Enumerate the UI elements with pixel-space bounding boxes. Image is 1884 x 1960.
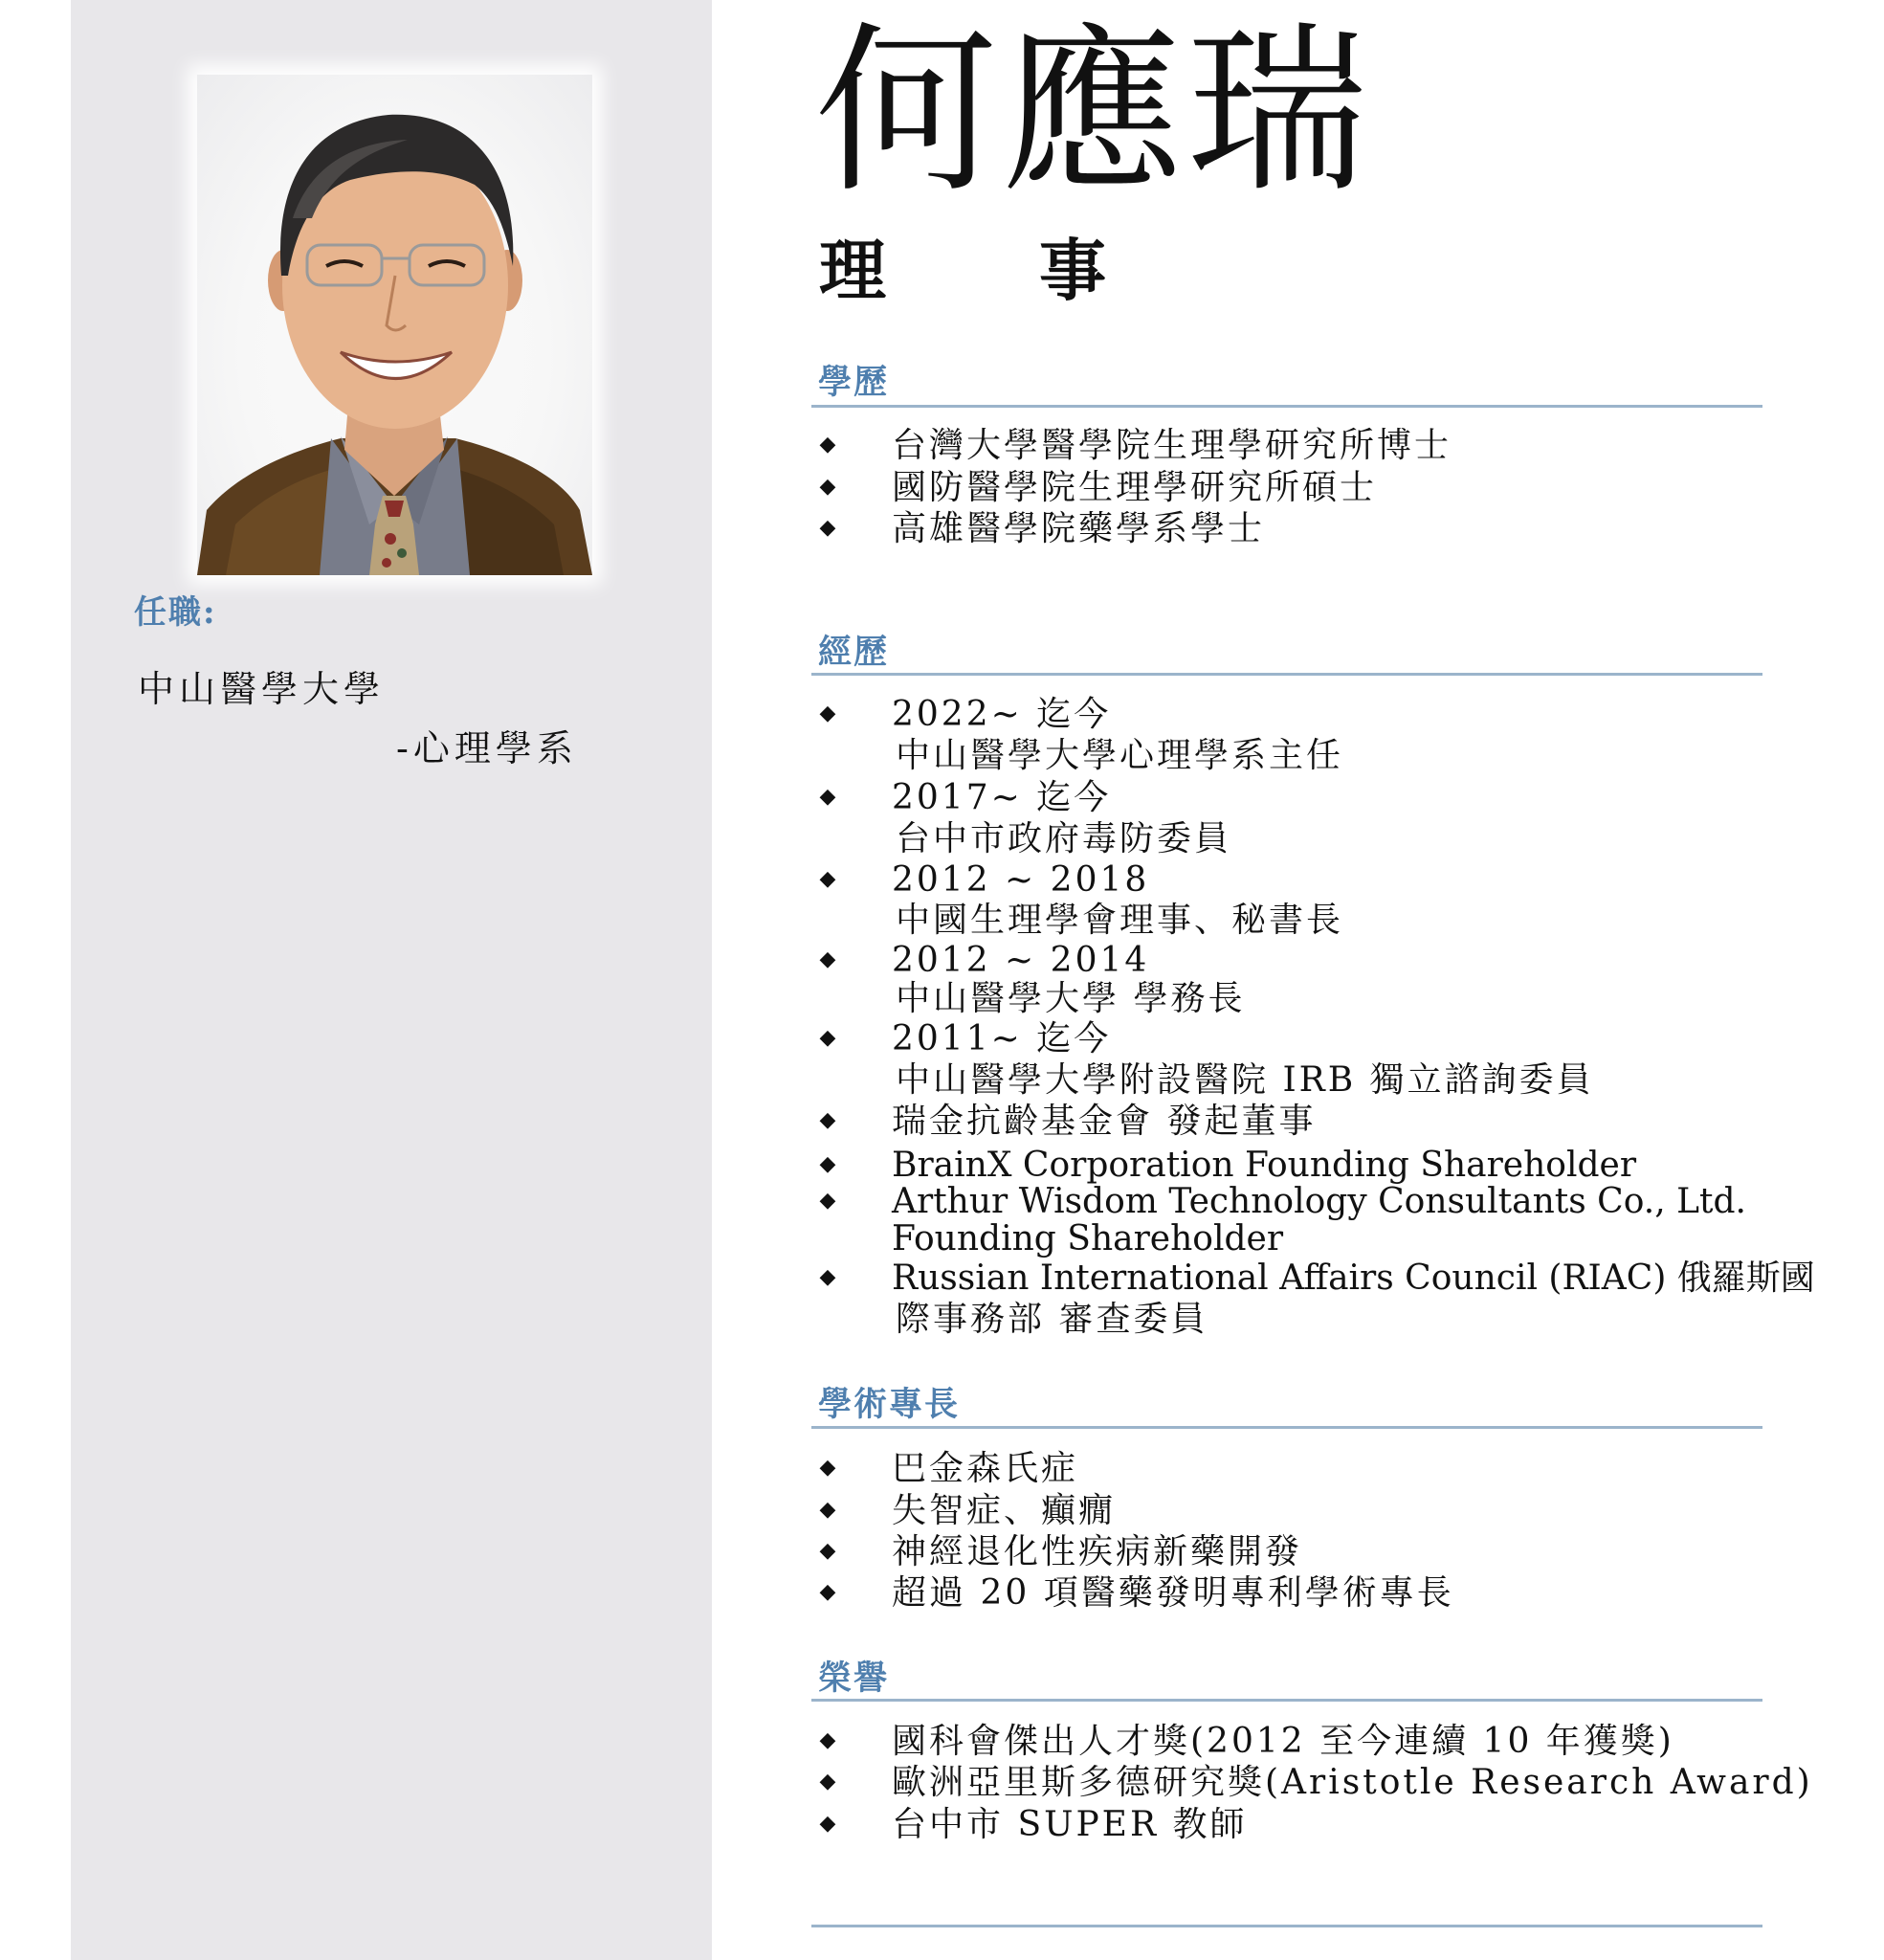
position-heading: 任職: (134, 593, 217, 632)
experience-item: BrainX Corporation Founding Shareholder (892, 1146, 1637, 1185)
bullet-icon: ◆ (819, 1770, 836, 1793)
expertise-heading: 學術專長 (818, 1385, 961, 1424)
bullet-icon: ◆ (819, 1108, 836, 1132)
honors-heading: 榮譽 (818, 1659, 890, 1698)
experience-item: 2012 ~ 2014 (892, 941, 1150, 980)
bullet-icon: ◆ (819, 1728, 836, 1752)
experience-item-detail: 中山醫學大學心理學系主任 (896, 736, 1344, 775)
experience-item: 2012 ~ 2018 (892, 860, 1150, 900)
experience-item-detail: Founding Shareholder (892, 1219, 1284, 1258)
bullet-icon: ◆ (819, 1152, 836, 1176)
bullet-icon: ◆ (819, 702, 836, 725)
bullet-icon: ◆ (819, 867, 836, 891)
footer-divider (811, 1925, 1762, 1927)
experience-item: Arthur Wisdom Technology Consultants Co., Ltd. (892, 1182, 1746, 1221)
expertise-divider (811, 1426, 1762, 1429)
education-item: 國防醫學院生理學研究所碩士 (892, 468, 1378, 507)
education-item: 台灣大學醫學院生理學研究所博士 (892, 426, 1452, 465)
person-name: 何應瑞 (815, 6, 1373, 217)
department-name: -心理學系 (396, 727, 578, 769)
experience-item: 2022~ 迄今 (892, 695, 1112, 734)
expertise-item: 巴金森氏症 (892, 1449, 1079, 1488)
bullet-icon: ◆ (819, 1498, 836, 1522)
honors-item: 國科會傑出人才獎(2012 至今連續 10 年獲獎) (892, 1722, 1674, 1761)
experience-divider (811, 673, 1762, 676)
bullet-icon: ◆ (819, 516, 836, 540)
honors-divider (811, 1699, 1762, 1702)
experience-item-detail: 台中市政府毒防委員 (896, 819, 1232, 858)
honors-item: 台中市 SUPER 教師 (892, 1805, 1248, 1844)
experience-item-detail: 中山醫學大學 學務長 (896, 979, 1246, 1018)
bullet-icon: ◆ (819, 475, 836, 499)
bullet-icon: ◆ (819, 1456, 836, 1480)
bullet-icon: ◆ (819, 1026, 836, 1050)
bullet-icon: ◆ (819, 1580, 836, 1604)
bullet-icon: ◆ (819, 1539, 836, 1563)
experience-item: 2017~ 迄今 (892, 778, 1112, 817)
experience-item: Russian International Affairs Council (RIAC) 俄羅斯國 (892, 1258, 1815, 1298)
expertise-item: 超過 20 項醫藥發明專利學術專長 (892, 1573, 1454, 1613)
experience-item-detail: 際事務部 審查委員 (896, 1300, 1208, 1339)
bullet-icon: ◆ (819, 785, 836, 809)
experience-heading: 經歷 (818, 633, 890, 672)
bullet-icon: ◆ (819, 947, 836, 971)
experience-item: 2011~ 迄今 (892, 1019, 1112, 1058)
organization-name: 中山醫學大學 (138, 668, 386, 710)
bullet-icon: ◆ (819, 1189, 836, 1213)
expertise-item: 失智症、癲癇 (892, 1491, 1117, 1530)
profile-photo (197, 75, 592, 575)
education-heading: 學歷 (818, 363, 890, 402)
expertise-item: 神經退化性疾病新藥開發 (892, 1532, 1303, 1571)
education-divider (811, 405, 1762, 408)
education-item: 高雄醫學院藥學系學士 (892, 509, 1266, 548)
bullet-icon: ◆ (819, 1265, 836, 1289)
person-title: 理事 (819, 231, 1259, 310)
experience-item-detail: 中山醫學大學附設醫院 IRB 獨立諮詢委員 (896, 1060, 1594, 1100)
bullet-icon: ◆ (819, 1812, 836, 1836)
experience-item: 瑞金抗齡基金會 發起董事 (892, 1102, 1317, 1141)
experience-item-detail: 中國生理學會理事、秘書長 (896, 901, 1344, 940)
honors-item: 歐洲亞里斯多德研究獎(Aristotle Research Award) (892, 1763, 1813, 1802)
bullet-icon: ◆ (819, 433, 836, 457)
